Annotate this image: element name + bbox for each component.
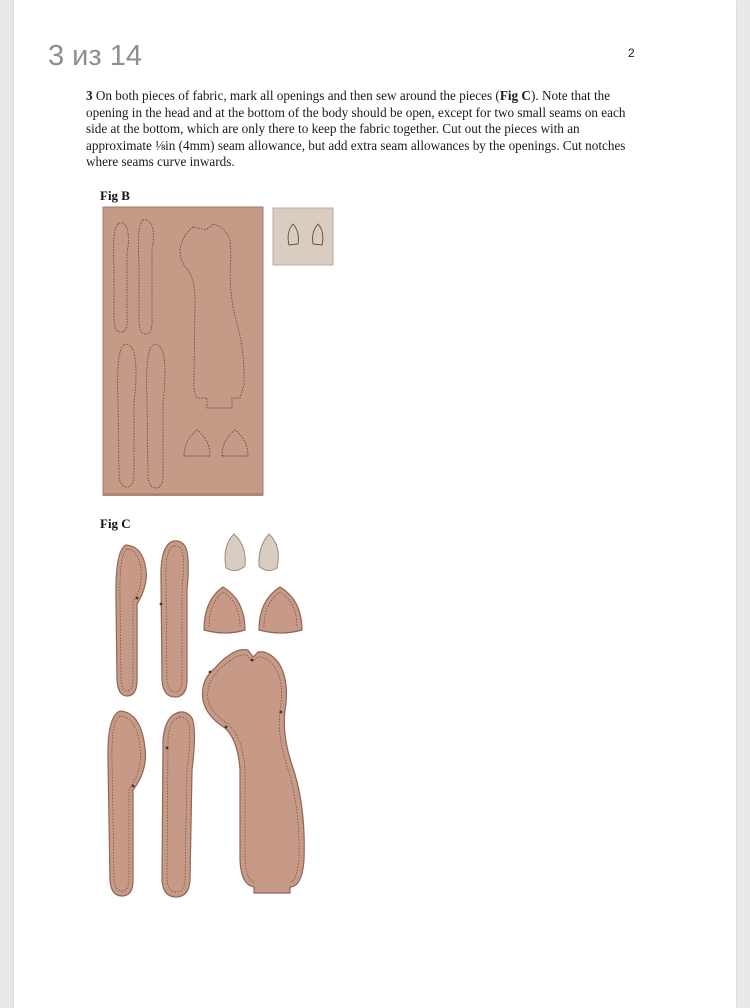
fig-c-arm-piece-2 — [161, 541, 188, 697]
step-number: 3 — [86, 88, 93, 103]
fig-c-label: Fig C — [100, 516, 131, 531]
fig-c-ear-piece-1 — [204, 587, 245, 633]
page-number: 2 — [628, 46, 635, 60]
fig-b-label: Fig B — [100, 188, 130, 203]
fig-c-lining-piece-2 — [259, 534, 278, 571]
figure-reference: Fig C — [499, 88, 531, 103]
step-text-rest: ). Note that the opening in the head and at the bottom of the body should be open, except for two small seams on each side at the bottom, which are only there to keep the fabric together. Cut out the pieces with an approximate ⅛in (4mm) seam allowance, but add extra seam allowances by the openings. Cut notches where seams curve inwards. — [86, 88, 626, 170]
fig-c-lining-piece-1 — [225, 534, 245, 571]
fig-b-illustration — [103, 207, 333, 496]
fig-c-ear-piece-2 — [259, 587, 302, 633]
fig-c-illustration — [108, 534, 304, 897]
page-counter-overlay: 3 из 14 — [48, 40, 154, 73]
fabric-sheet — [103, 207, 263, 495]
step-text-intro: On both pieces of fabric, mark all openings and then sew around the pieces ( — [92, 88, 500, 103]
ear-lining-swatch — [273, 208, 333, 265]
